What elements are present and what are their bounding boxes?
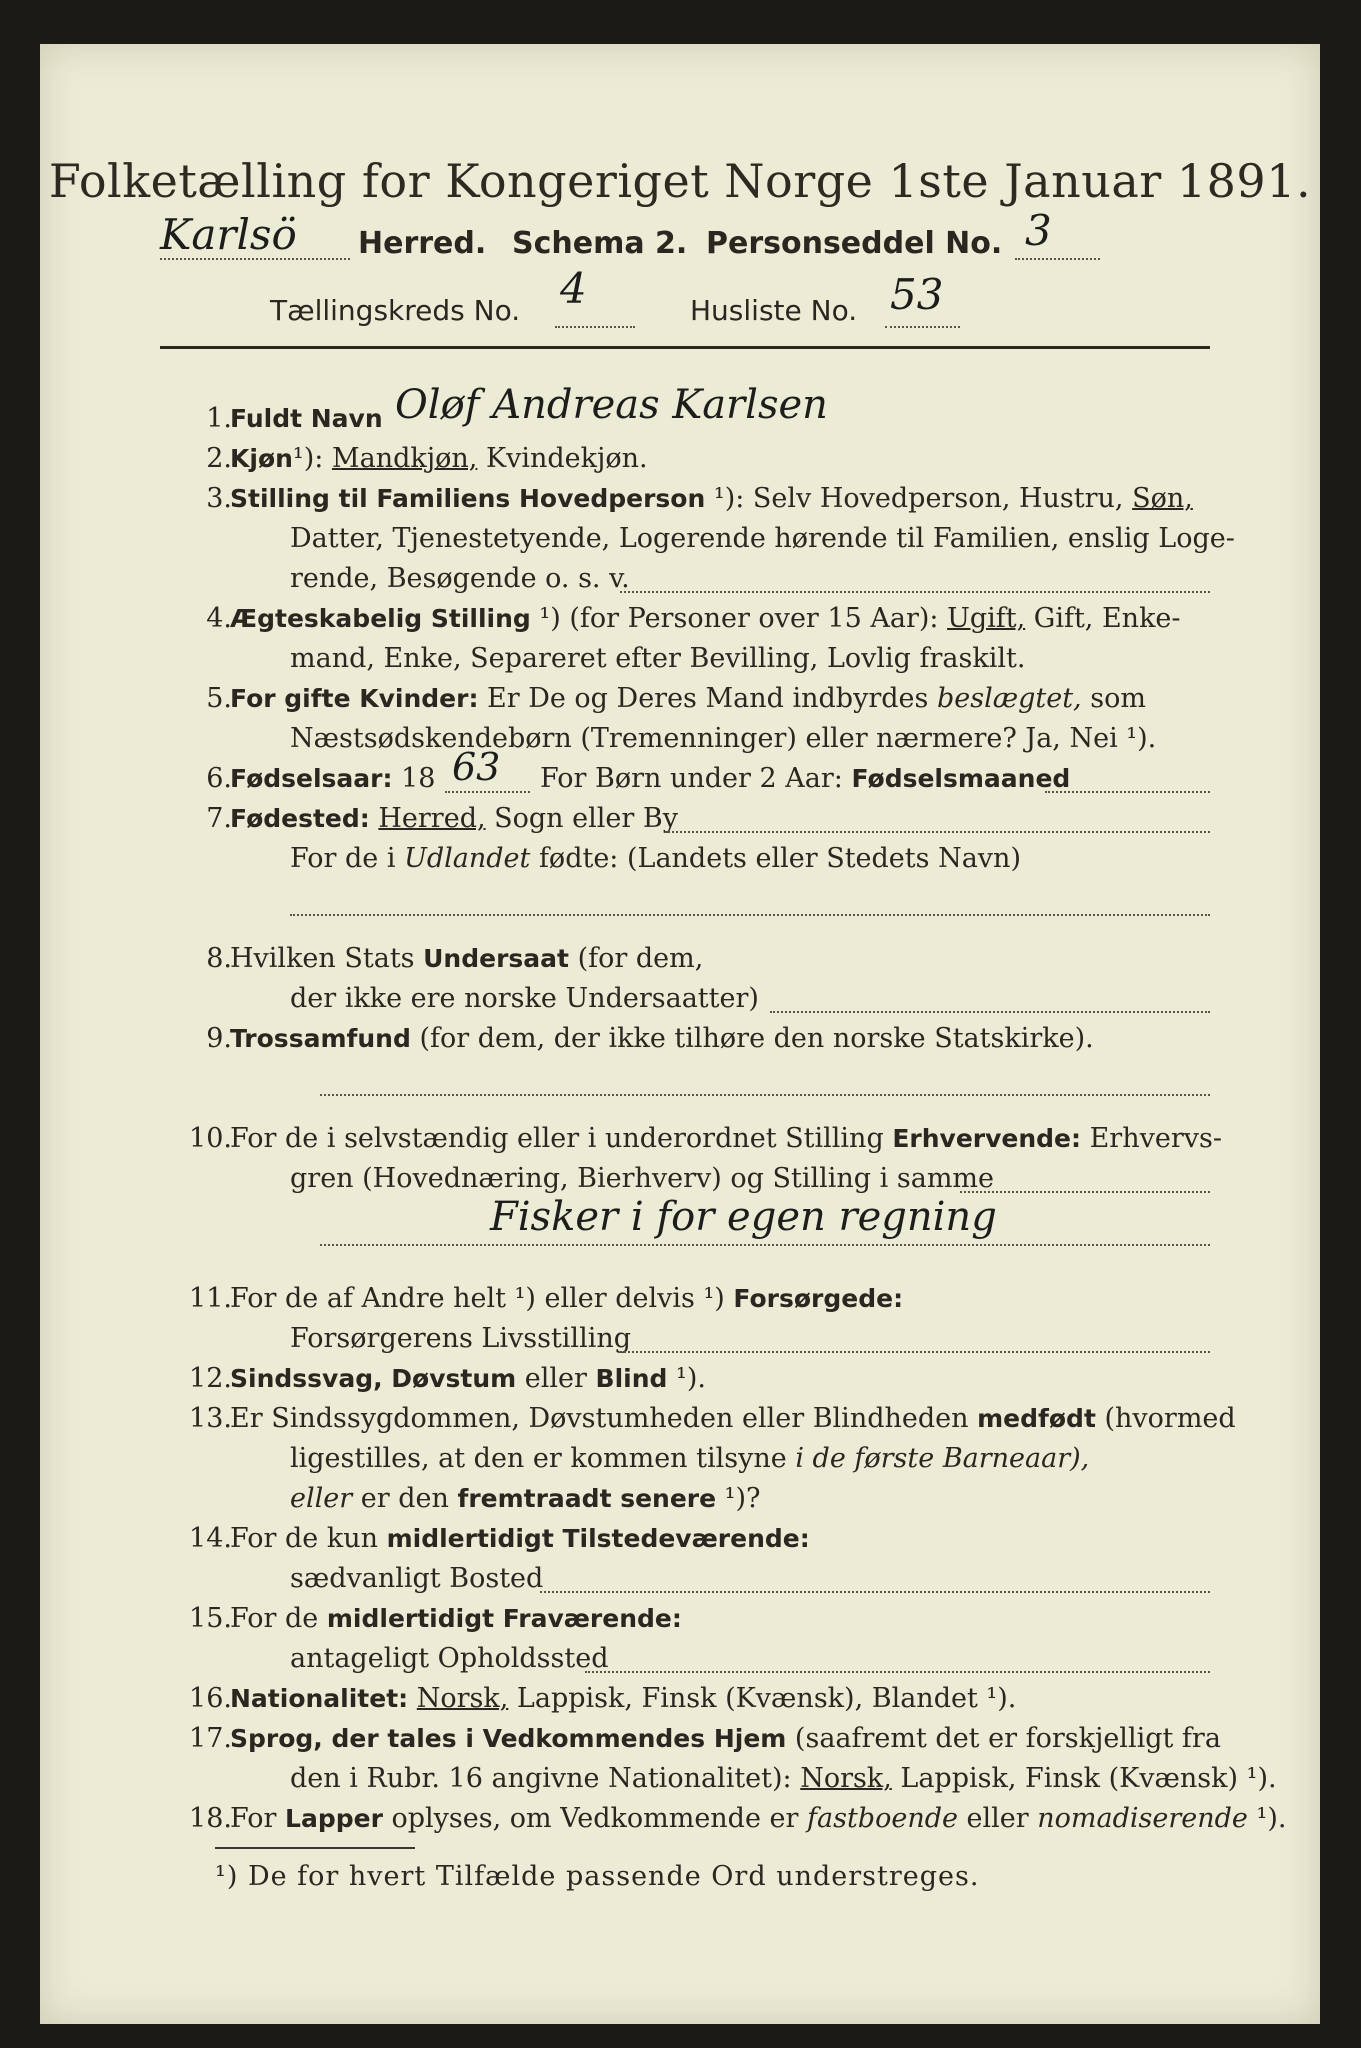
kreds-dotted-line <box>555 326 635 328</box>
item-label: Erhvervende: <box>892 1124 1082 1153</box>
item-label: Ægteskabelig Stilling <box>230 604 531 633</box>
italic-text: Udlandet <box>404 843 531 874</box>
item-label: Undersaat <box>423 944 569 973</box>
name-handwritten: Oløf Andreas Karlsen <box>395 382 828 428</box>
item-number: 8. <box>206 943 232 974</box>
dotted-line <box>960 1191 1210 1193</box>
text-fragment: Hvilken Stats <box>230 943 424 974</box>
dotted-line <box>665 831 1210 833</box>
item-label: Sindssvag, Døvstum <box>230 1364 517 1393</box>
item-text <box>230 1119 1222 1159</box>
item-number: 16. <box>189 1683 232 1714</box>
text-fragment: Lappisk, Finsk (Kvænsk), Blandet ¹). <box>508 1683 1017 1714</box>
text-fragment: er den <box>352 1483 458 1514</box>
italic-text: fastboende <box>807 1803 958 1834</box>
item-label: For gifte Kvinder: <box>230 684 479 713</box>
dotted-line <box>320 1094 1210 1096</box>
herred-dotted-line <box>160 258 350 260</box>
census-form <box>40 44 1320 2024</box>
item-text <box>230 1359 706 1399</box>
husliste-label: Husliste No. <box>690 294 858 327</box>
header-line-kreds <box>40 264 1320 342</box>
text-fragment: For de i selvstændig eller i underordnet Stilling <box>230 1123 893 1154</box>
text-fragment: antageligt Opholdssted <box>290 1643 609 1674</box>
italic-text: beslægtet, <box>936 683 1082 714</box>
text-fragment: ¹). <box>1247 1803 1287 1834</box>
text-fragment: ¹)? <box>716 1483 761 1514</box>
item-number: 10. <box>189 1123 232 1154</box>
item-number: 15. <box>189 1603 232 1634</box>
text-fragment: Er Sindssygdommen, Døvstumheden eller Blindheden <box>230 1403 978 1434</box>
underlined-answer: Norsk, <box>416 1683 509 1714</box>
item-text <box>230 799 678 839</box>
personseddel-label: Personseddel No. <box>706 226 1003 261</box>
item-number: 11. <box>189 1283 232 1314</box>
kreds-label: Tællingskreds No. <box>270 294 521 327</box>
header-divider <box>160 346 1210 349</box>
text-fragment: Er De og Deres Mand indbyrdes <box>478 683 937 714</box>
item-number: 13. <box>189 1403 232 1434</box>
schema-label: Schema 2. <box>512 226 688 261</box>
item-text <box>290 1479 761 1519</box>
item-text <box>230 939 703 979</box>
item-text <box>230 1679 1016 1719</box>
occupation-handwritten: Fisker i for egen regning <box>490 1194 997 1240</box>
personseddel-handwritten: 3 <box>1025 206 1052 255</box>
italic-text: i de første Barneaar), <box>795 1443 1090 1474</box>
item-label: Kjøn <box>230 444 293 473</box>
item-label: midlertidigt Tilstedeværende: <box>386 1524 810 1553</box>
item-text <box>230 759 435 799</box>
text-fragment: mand, Enke, Separeret efter Bevilling, Lovlig fraskilt. <box>290 643 1026 674</box>
italic-text: eller <box>290 1483 353 1514</box>
item-label: Blind <box>595 1364 668 1393</box>
text-fragment: Næstsødskendebørn (Tremenninger) eller nærmere? Ja, Nei ¹). <box>290 723 1157 754</box>
item-text <box>230 1599 682 1639</box>
item-label: Forsørgede: <box>733 1284 904 1313</box>
text-fragment: Lappisk, Finsk (Kvænsk) ¹). <box>891 1763 1277 1794</box>
text-fragment: For de <box>230 1603 327 1634</box>
text-fragment: ¹): Selv Hovedperson, Hustru, <box>705 483 1133 514</box>
item-text <box>230 1019 1094 1059</box>
item-text <box>230 679 1146 719</box>
italic-text: nomadiserende <box>1037 1803 1248 1834</box>
item-label: Trossamfund <box>230 1024 411 1053</box>
husliste-dotted-line <box>885 326 960 328</box>
item-number: 3. <box>206 483 232 514</box>
text-fragment: der ikke ere norske Undersaatter) <box>290 983 759 1014</box>
dotted-line <box>620 1351 1210 1353</box>
item-text <box>230 1719 1221 1759</box>
dotted-line <box>540 1591 1210 1593</box>
text-fragment: Erhvervs- <box>1081 1123 1222 1154</box>
item-number: 14. <box>189 1523 232 1554</box>
item-number: 17. <box>189 1723 232 1754</box>
text-fragment: For de af Andre helt ¹) eller delvis ¹) <box>230 1283 734 1314</box>
text-fragment: Sogn eller By <box>485 803 678 834</box>
text-fragment: For de kun <box>230 1523 387 1554</box>
kreds-handwritten: 4 <box>560 264 587 313</box>
herred-handwritten: Karlsö <box>160 210 297 259</box>
text-fragment: (for dem, der ikke tilhøre den norske Statskirke). <box>410 1023 1094 1054</box>
item-number: 1. <box>206 403 232 434</box>
item-text <box>290 839 1021 879</box>
dotted-line <box>770 1011 1210 1013</box>
text-fragment: ¹): <box>292 443 332 474</box>
item-label: Fuldt Navn <box>230 404 383 433</box>
text-fragment: fødte: (Landets eller Stedets Navn) <box>530 843 1021 874</box>
text-fragment: For de i <box>290 843 405 874</box>
item-label: midlertidigt Fraværende: <box>326 1604 682 1633</box>
item-text <box>230 439 648 479</box>
item-label: Fødselsaar: <box>230 764 393 793</box>
text-fragment: eller <box>957 1803 1038 1834</box>
underlined-answer: Søn, <box>1132 483 1193 514</box>
dotted-line <box>290 914 1210 916</box>
item-number: 6. <box>206 763 232 794</box>
underlined-answer: Norsk, <box>800 1763 892 1794</box>
text-fragment: sædvanligt Bosted <box>290 1563 544 1594</box>
text-fragment: (hvormed <box>1095 1403 1236 1434</box>
item-label: fremtraadt senere <box>457 1484 717 1513</box>
item-text <box>230 599 1181 639</box>
item-text <box>230 479 1193 519</box>
text-fragment: rende, Besøgende o. s. v. <box>290 563 630 594</box>
text-fragment: eller <box>516 1363 596 1394</box>
text-fragment: som <box>1081 683 1146 714</box>
item-label: Fødselsmaaned <box>851 764 1071 793</box>
text-fragment: ¹) (for Personer over 15 Aar): <box>530 603 948 634</box>
birth-year-handwritten: 63 <box>452 745 501 789</box>
item-text <box>230 1799 1286 1839</box>
item-label: Sprog, der tales i Vedkommendes Hjem <box>230 1724 787 1753</box>
item-number: 4. <box>206 603 232 634</box>
item-number: 9. <box>206 1023 232 1054</box>
item-label: Lapper <box>285 1804 383 1833</box>
herred-label: Herred. <box>358 226 487 261</box>
item-text <box>290 1439 1089 1479</box>
text-fragment: (saafremt det er forskjelligt fra <box>786 1723 1221 1754</box>
dotted-line <box>585 1671 1210 1673</box>
text-fragment: Gift, Enke- <box>1025 603 1181 634</box>
dotted-line <box>1045 791 1210 793</box>
text-fragment: For <box>230 1803 286 1834</box>
item-text <box>230 1279 903 1319</box>
dotted-line <box>445 791 530 793</box>
item-number: 7. <box>206 803 232 834</box>
footnote: ¹) De for hvert Tilfælde passende Ord understreges. <box>215 1861 980 1892</box>
item-label: medfødt <box>977 1404 1096 1433</box>
form-title: Folketælling for Kongeriget Norge 1ste Januar 1891. <box>48 154 1312 208</box>
item-text <box>230 1519 810 1559</box>
text-fragment: ligestilles, at den er kommen tilsyne <box>290 1443 796 1474</box>
item-number: 5. <box>206 683 232 714</box>
text-fragment: Forsørgerens Livsstilling <box>290 1323 632 1354</box>
underlined-answer: Herred, <box>378 803 486 834</box>
item-label: Nationalitet: <box>230 1684 409 1713</box>
header-line-herred <box>40 206 1320 276</box>
personseddel-dotted-line <box>1015 258 1100 260</box>
text-fragment: (for dem, <box>568 943 704 974</box>
item-number: 18. <box>189 1803 232 1834</box>
text-fragment: 18 <box>392 763 436 794</box>
item-text <box>230 1399 1236 1439</box>
item-label: Stilling til Familiens Hovedperson <box>230 484 706 513</box>
dotted-line <box>620 591 1210 593</box>
text-fragment: Datter, Tjenestetyende, Logerende hørende til Familien, enslig Loge- <box>290 523 1235 554</box>
item-label: Fødested: <box>230 804 370 833</box>
text-fragment: oplyses, om Vedkommende er <box>382 1803 807 1834</box>
text-fragment: Kvindekjøn. <box>477 443 648 474</box>
item-number: 12. <box>189 1363 232 1394</box>
footnote-divider <box>215 1847 415 1849</box>
text-fragment: ¹). <box>667 1363 706 1394</box>
dotted-line <box>320 1244 1210 1246</box>
text-fragment: den i Rubr. 16 angivne Nationalitet): <box>290 1763 801 1794</box>
husliste-handwritten: 53 <box>890 270 944 319</box>
item-text <box>290 1759 1277 1799</box>
text-fragment: For Børn under 2 Aar: <box>540 763 852 794</box>
item-number: 2. <box>206 443 232 474</box>
text-fragment: gren (Hovednæring, Bierhverv) og Stilling i samme <box>290 1163 995 1194</box>
underlined-answer: Mandkjøn, <box>331 443 478 474</box>
underlined-answer: Ugift, <box>947 603 1026 634</box>
item-text <box>540 759 1070 799</box>
